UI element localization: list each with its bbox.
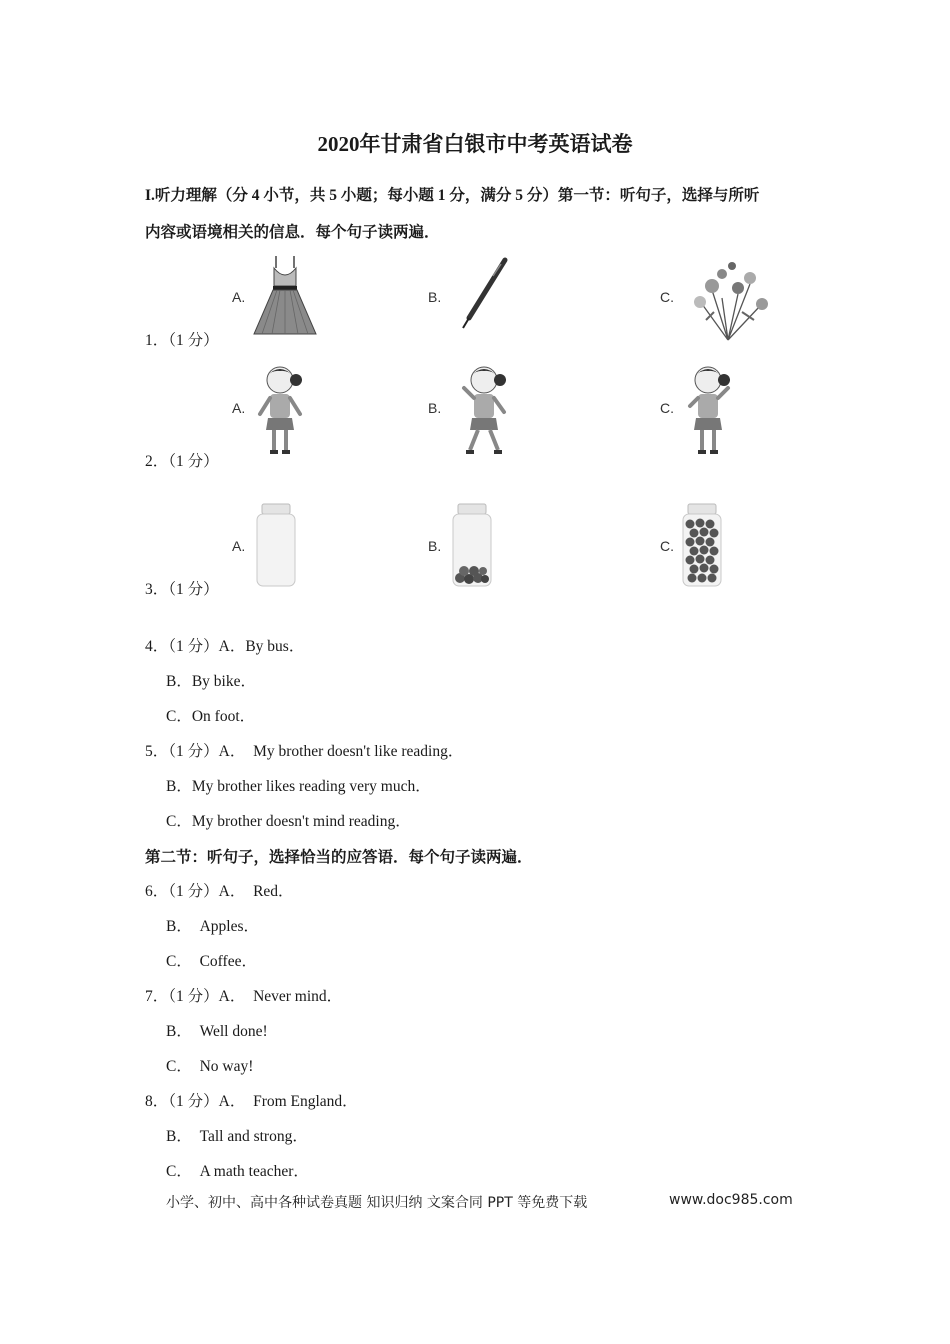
dress-icon [250,254,320,338]
girl-arm-raised-icon [680,362,740,458]
footer-website-link[interactable]: www.doc985.com [669,1192,793,1208]
question-6-option-c: C． Coffee． [166,953,257,970]
girl-arms-down-icon [252,362,312,458]
question-7-option-a: 7．（1 分）A． Never mind． [145,988,343,1005]
question-8-option-a: 8．（1 分）A． From England． [145,1093,358,1110]
jar-full-balls-icon [680,502,724,588]
empty-jar-icon [254,502,298,588]
section1-heading-line1: I.听力理解（分 4 小节，共 5 小题；每小题 1 分，满分 5 分）第一节：听句子，选择与所听 [145,187,760,204]
question-4-option-b: B．By bike． [166,673,256,690]
q2-option-a-letter: A. [232,400,246,416]
footer-promo-text: 小学、初中、高中各种试卷真题 知识归纳 文案合同 PPT 等免费下载 [166,1195,588,1211]
question-7-option-b: B． Well done! [166,1023,268,1040]
question-2-label: 2．（1 分） [145,453,219,470]
question-4-option-c: C．On foot． [166,708,256,725]
question-6-option-b: B． Apples． [166,918,260,935]
q2-option-c-letter: C. [660,400,674,416]
q2-option-b-letter: B. [428,400,442,416]
question-5-option-c: C．My brother doesn't mind reading． [166,813,411,830]
section1-heading-line2: 内容或语境相关的信息．每个句子读两遍． [145,224,440,241]
question-6-option-a: 6．（1 分）A． Red． [145,883,294,900]
q1-option-a-letter: A. [232,289,246,305]
question-5-option-b: B．My brother likes reading very much． [166,778,431,795]
flowers-icon [682,254,774,342]
question-4-option-a: 4．（1 分）A．By bus． [145,638,305,655]
question-8-option-c: C． A math teacher． [166,1163,309,1180]
q3-option-b-letter: B. [428,538,442,554]
question-7-option-c: C． No way! [166,1058,254,1075]
section2-heading: 第二节：听句子，选择恰当的应答语．每个句子读两遍． [145,849,533,866]
question-1-label: 1．（1 分） [145,332,219,349]
q1-option-c-letter: C. [660,289,674,305]
question-3-label: 3．（1 分） [145,581,219,598]
page-title: 2020年甘肃省白银市中考英语试卷 [317,132,633,156]
q3-option-c-letter: C. [660,538,674,554]
q3-option-a-letter: A. [232,538,246,554]
pen-icon [455,256,515,330]
question-8-option-b: B． Tall and strong． [166,1128,308,1145]
jar-few-balls-icon [450,502,494,588]
question-5-option-a: 5．（1 分）A． My brother doesn't like reading． [145,743,464,760]
girl-arm-up-walking-icon [456,362,516,458]
q1-option-b-letter: B. [428,289,442,305]
